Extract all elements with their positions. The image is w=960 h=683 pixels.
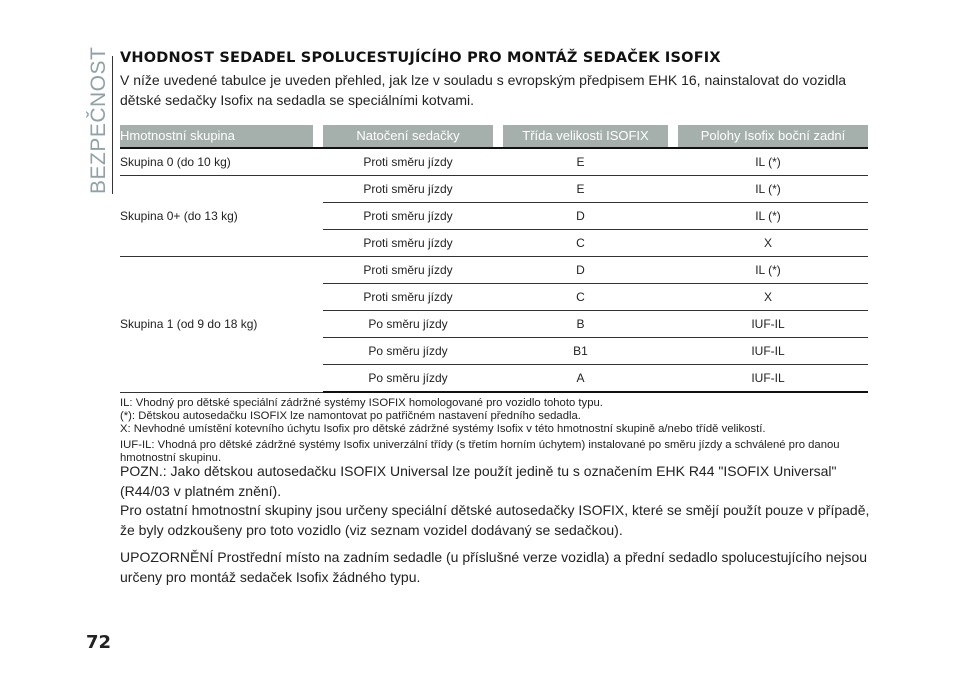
- size-class-cell: D: [493, 203, 668, 230]
- orientation-cell: Po směru jízdy: [323, 338, 493, 365]
- info-paragraph: Pro ostatní hmotnostní skupiny jsou určeny speciální dětské autosedačky ISOFIX, které se smějí použít pouze v případě, že byly odzkoušeny pro toto vozidlo (viz seznam vozidel dodávaný se sedačkou).: [120, 502, 870, 538]
- orientation-cell: Po směru jízdy: [323, 365, 493, 393]
- position-cell: IL (*): [668, 203, 868, 230]
- header-orientation: Natočení sedačky: [323, 125, 493, 147]
- note: IUF-IL: Vhodná pro dětské zádržné systémy Isofix univerzální třídy (s třetím horním úchytem) instalované po směru jízdy a schválené pro danou hmotnostní skupinu.: [120, 439, 840, 464]
- size-class-cell: E: [493, 149, 668, 176]
- size-class-cell: C: [493, 230, 668, 257]
- section-divider: [112, 56, 113, 194]
- size-class-cell: D: [493, 257, 668, 284]
- size-class-cell: B1: [493, 338, 668, 365]
- table-row: [120, 149, 868, 176]
- orientation-cell: Proti směru jízdy: [323, 284, 493, 311]
- page-title: VHODNOST SEDADEL SPOLUCESTUJÍCÍHO PRO MONTÁŽ SEDAČEK ISOFIX: [120, 50, 721, 66]
- header-weight-group: Hmotnostní skupina: [120, 125, 313, 147]
- position-cell: IUF-IL: [668, 365, 868, 393]
- weight-group-cell: Skupina 0+ (do 13 kg): [120, 176, 323, 257]
- note-paragraph: POZN.: Jako dětskou autosedačku ISOFIX Universal lze použít jedině tu s označením EHK R44 "ISOFIX Universal" (R44/03 v platném znění).: [120, 463, 837, 499]
- orientation-cell: Proti směru jízdy: [323, 230, 493, 257]
- size-class-cell: A: [493, 365, 668, 393]
- warning-paragraph: UPOZORNĚNÍ Prostřední místo na zadním sedadle (u příslušné verze vozidla) a přední sedadlo spolucestujícího nejsou určeny pro montáž sedaček Isofix žádného typu.: [120, 549, 868, 585]
- orientation-cell: Proti směru jízdy: [323, 149, 493, 176]
- table-header: [120, 125, 868, 147]
- position-cell: X: [668, 230, 868, 257]
- size-class-cell: B: [493, 311, 668, 338]
- size-class-cell: E: [493, 176, 668, 203]
- position-cell: IL (*): [668, 149, 868, 176]
- position-cell: X: [668, 284, 868, 311]
- orientation-cell: Proti směru jízdy: [323, 203, 493, 230]
- weight-group-cell: Skupina 1 (od 9 do 18 kg): [120, 257, 323, 393]
- position-cell: IL (*): [668, 257, 868, 284]
- size-class-cell: C: [493, 284, 668, 311]
- note: IL: Vhodný pro dětské speciální zádržné systémy ISOFIX homologované pro vozidlo tohoto typu.: [120, 397, 603, 409]
- header-size-class: Třída velikosti ISOFIX: [503, 125, 668, 147]
- orientation-cell: Proti směru jízdy: [323, 257, 493, 284]
- orientation-cell: Proti směru jízdy: [323, 176, 493, 203]
- header-positions: Polohy Isofix boční zadní: [678, 125, 868, 147]
- position-cell: IUF-IL: [668, 311, 868, 338]
- orientation-cell: Po směru jízdy: [323, 311, 493, 338]
- table-notes: [120, 397, 880, 465]
- note: (*): Dětskou autosedačku ISOFIX lze namontovat po patřičném nastavení předního sedadla.: [120, 410, 581, 422]
- page-number: 72: [86, 632, 112, 653]
- isofix-table: [120, 149, 868, 393]
- weight-group-cell: Skupina 0 (do 10 kg): [120, 149, 323, 176]
- note: X: Nevhodné umístění kotevního úchytu Isofix pro dětské zádržné systémy Isofix v této hmotnostní skupině a/nebo třídě velikostí.: [120, 423, 766, 435]
- position-cell: IL (*): [668, 176, 868, 203]
- table-row: [120, 257, 868, 284]
- table-row: [120, 176, 868, 203]
- section-label: BEZPEČNOST: [87, 46, 110, 194]
- position-cell: IUF-IL: [668, 338, 868, 365]
- intro-text: V níže uvedené tabulce je uveden přehled, jak lze v souladu s evropským předpisem EHK 16, nainstalovat do vozidla dětské sedačky Isofix na sedadla se speciálními kotvami.: [120, 72, 847, 108]
